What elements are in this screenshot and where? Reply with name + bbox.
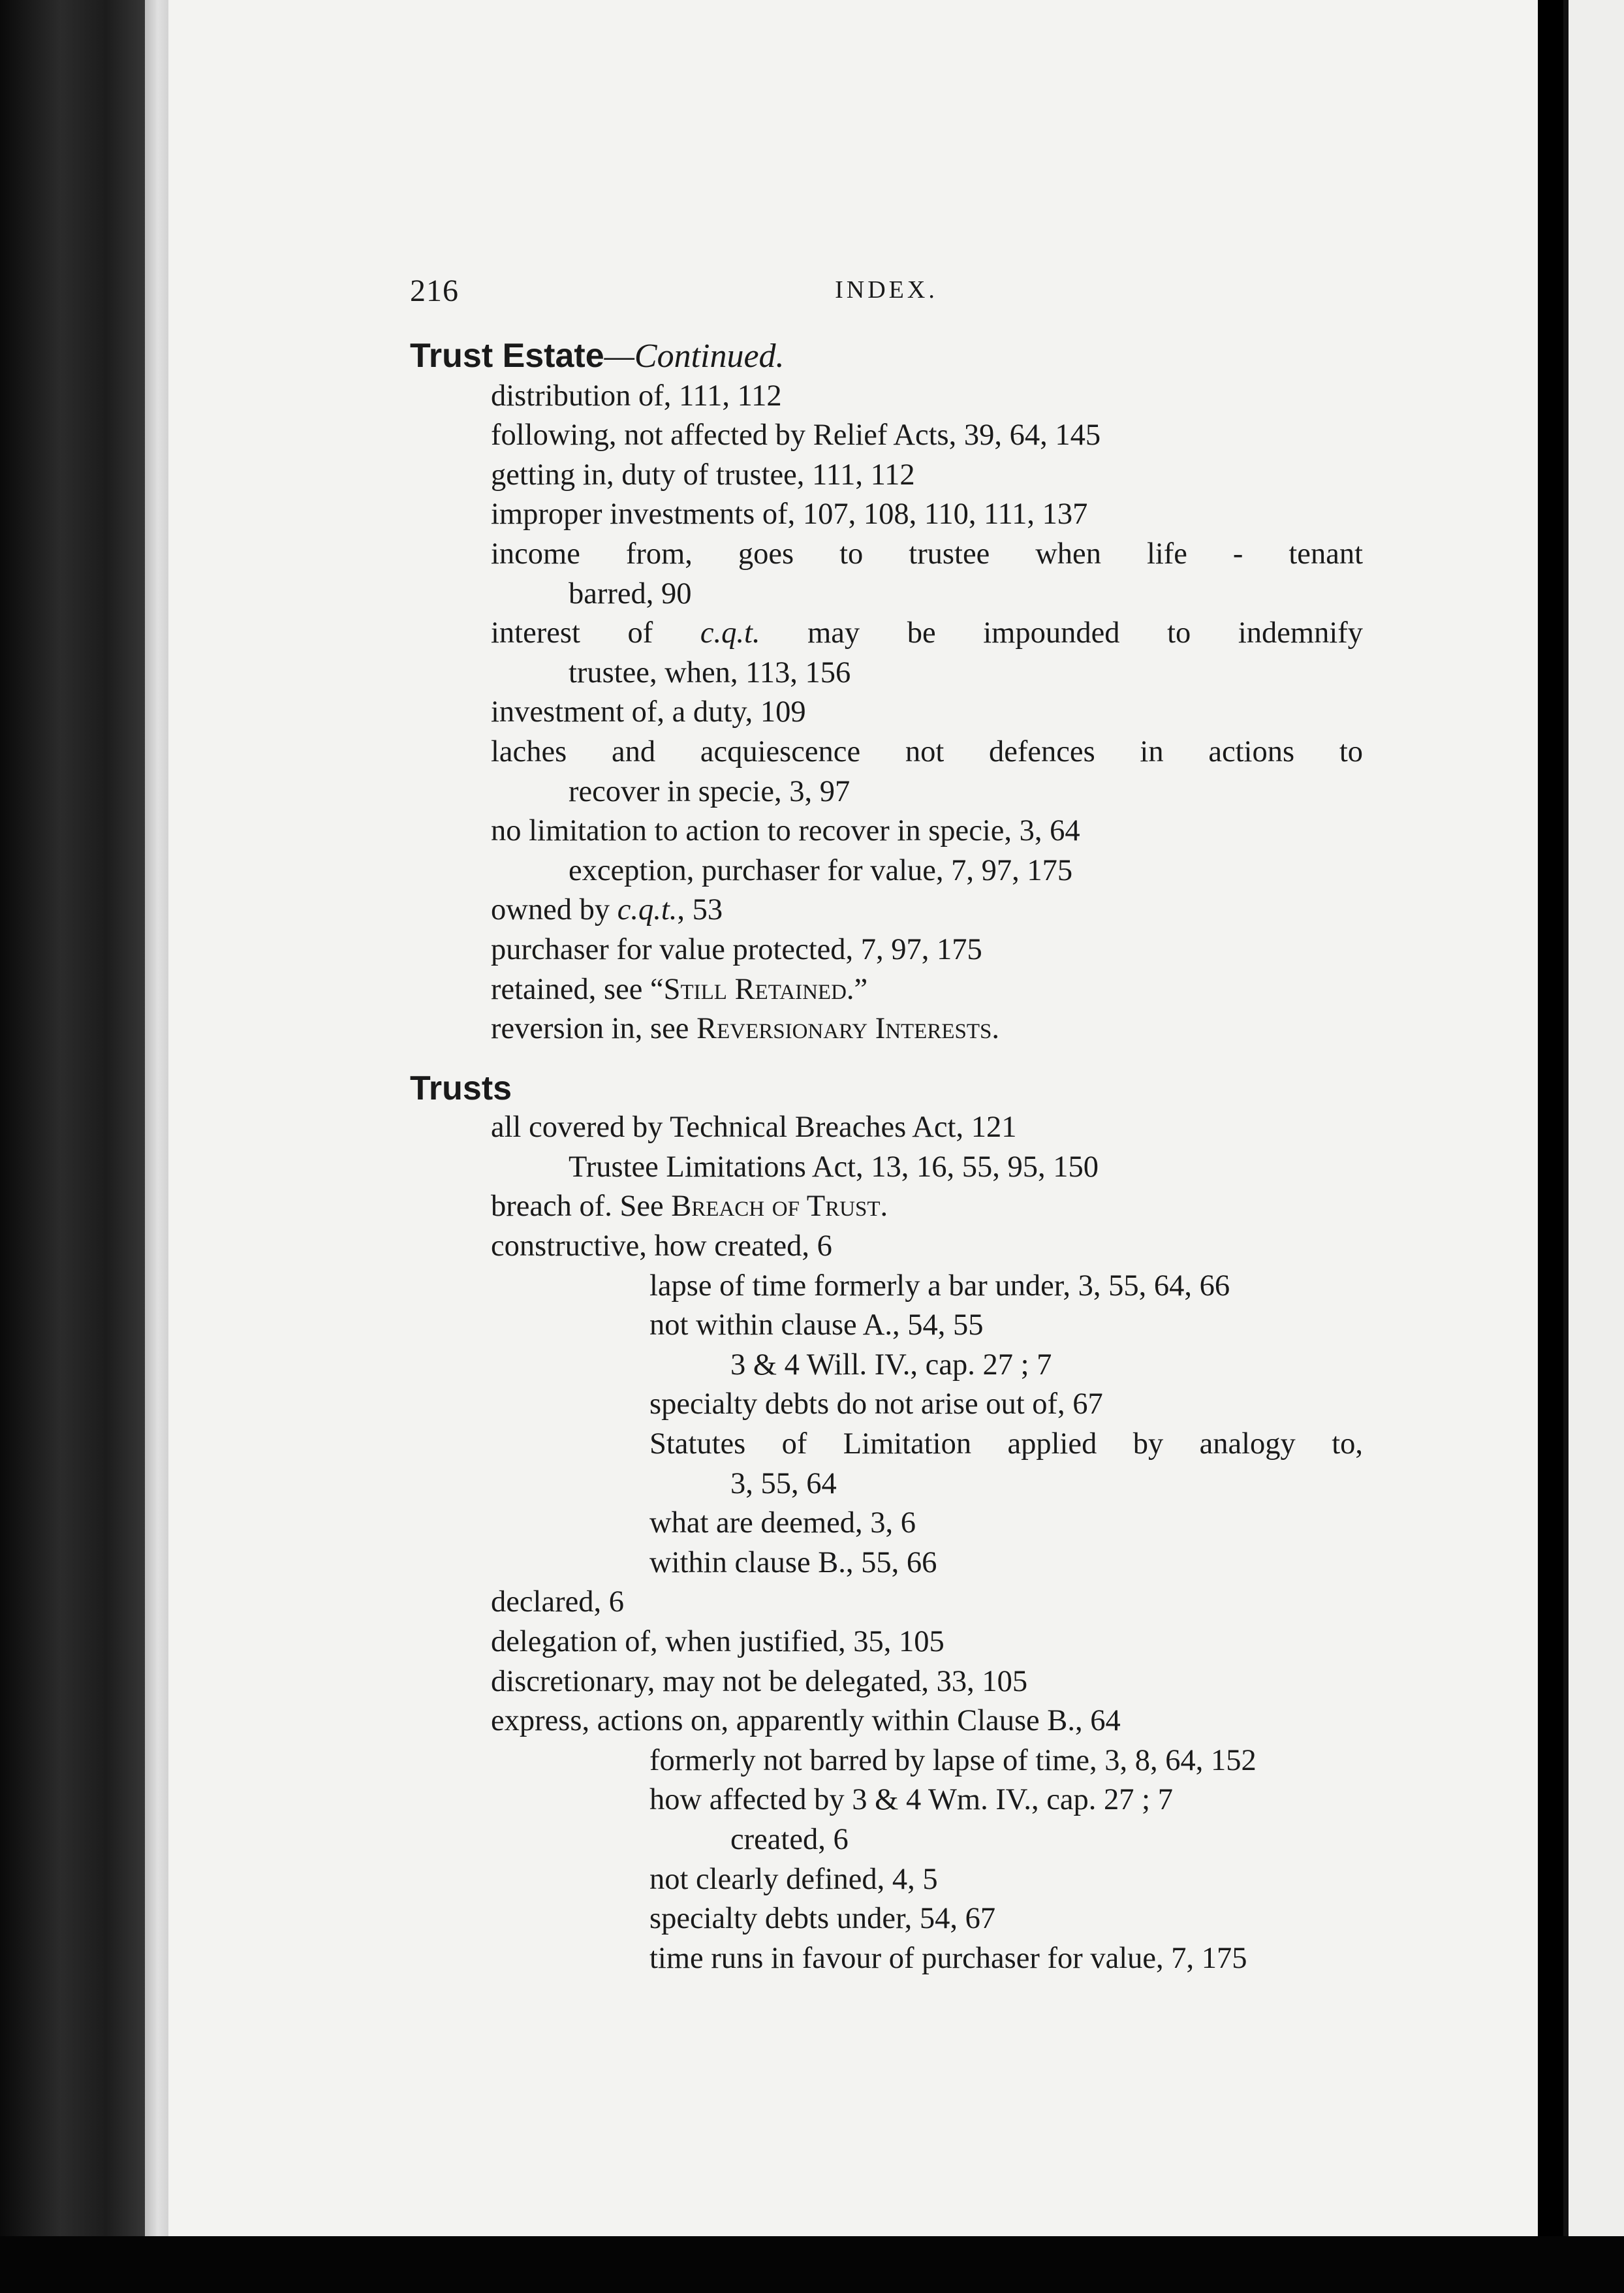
index-subsubentry: specialty debts do not arise out of, 67 bbox=[649, 1387, 1103, 1421]
index-subentry: reversion in, see Reversionary Interests. bbox=[491, 1012, 1000, 1046]
index-subsubentry: Trustee Limitations Act, 13, 16, 55, 95, 150 bbox=[569, 1150, 1099, 1184]
index-subsubentry: what are deemed, 3, 6 bbox=[649, 1506, 916, 1540]
index-continuation: 3 & 4 Will. IV., cap. 27 ; 7 bbox=[730, 1348, 1052, 1382]
scan-bottom-border bbox=[0, 2236, 1624, 2293]
index-subentry: declared, 6 bbox=[491, 1585, 624, 1619]
book-spine-edge bbox=[0, 0, 151, 2293]
index-subentry: getting in, duty of trustee, 111, 112 bbox=[491, 458, 915, 492]
index-subsubentry: formerly not barred by lapse of time, 3, 8, 64, 152 bbox=[649, 1743, 1257, 1777]
index-subsubentry: Statutes of Limitation applied by analogy to, bbox=[649, 1427, 1363, 1461]
index-subentry: express, actions on, apparently within Clause B., 64 bbox=[491, 1704, 1121, 1738]
index-continuation: created, 6 bbox=[730, 1822, 849, 1856]
index-subsubentry: not clearly defined, 4, 5 bbox=[649, 1862, 938, 1896]
index-subentry: income from, goes to trustee when life - tenant bbox=[491, 537, 1363, 571]
index-subentry: following, not affected by Relief Acts, 39, 64, 145 bbox=[491, 419, 1101, 452]
index-subentry: improper investments of, 107, 108, 110, 111, 137 bbox=[491, 498, 1088, 531]
index-subentry: laches and acquiescence not defences in actions to bbox=[491, 735, 1363, 768]
entry-heading-trusts: Trusts bbox=[410, 1069, 512, 1107]
index-subentry: discretionary, may not be delegated, 33, 105 bbox=[491, 1664, 1028, 1698]
index-subentry: no limitation to action to recover in specie, 3, 64 bbox=[491, 814, 1080, 848]
index-subsubentry: exception, purchaser for value, 7, 97, 175 bbox=[569, 853, 1073, 887]
index-subentry: purchaser for value protected, 7, 97, 175 bbox=[491, 932, 982, 966]
index-subsubentry: lapse of time formerly a bar under, 3, 55, 64, 66 bbox=[649, 1269, 1230, 1303]
index-subentry: breach of. See Breach of Trust. bbox=[491, 1190, 888, 1224]
running-head bbox=[410, 273, 1363, 312]
index-subsubentry: time runs in favour of purchaser for value, 7, 175 bbox=[649, 1941, 1247, 1975]
facing-page-edge bbox=[1563, 0, 1624, 2293]
index-subsubentry: not within clause A., 54, 55 bbox=[649, 1308, 984, 1342]
index-continuation: 3, 55, 64 bbox=[730, 1466, 837, 1500]
page-number: 216 bbox=[410, 274, 459, 308]
index-subentry: retained, see “Still Retained.” bbox=[491, 972, 868, 1006]
index-subentry: all covered by Technical Breaches Act, 121 bbox=[491, 1111, 1017, 1145]
index-subentry: distribution of, 111, 112 bbox=[491, 379, 782, 413]
index-continuation: recover in specie, 3, 97 bbox=[569, 774, 851, 808]
index-subsubentry: within clause B., 55, 66 bbox=[649, 1545, 937, 1579]
page-title: INDEX. bbox=[835, 276, 938, 304]
index-subsubentry: how affected by 3 & 4 Wm. IV., cap. 27 ; 7 bbox=[649, 1783, 1173, 1817]
entry-heading-trust-estate: Trust Estate—Continued. bbox=[410, 337, 785, 375]
index-subsubentry: specialty debts under, 54, 67 bbox=[649, 1902, 996, 1936]
index-subentry: constructive, how created, 6 bbox=[491, 1229, 832, 1263]
index-subentry: investment of, a duty, 109 bbox=[491, 695, 806, 729]
index-subentry: delegation of, when justified, 35, 105 bbox=[491, 1625, 945, 1658]
index-subentry: interest of c.q.t. may be impounded to indemnify bbox=[491, 616, 1363, 650]
index-subentry: owned by c.q.t., 53 bbox=[491, 893, 723, 927]
index-body bbox=[410, 336, 1363, 1978]
page-gutter bbox=[145, 0, 171, 2293]
index-continuation: trustee, when, 113, 156 bbox=[569, 656, 851, 689]
index-continuation: barred, 90 bbox=[569, 577, 692, 610]
